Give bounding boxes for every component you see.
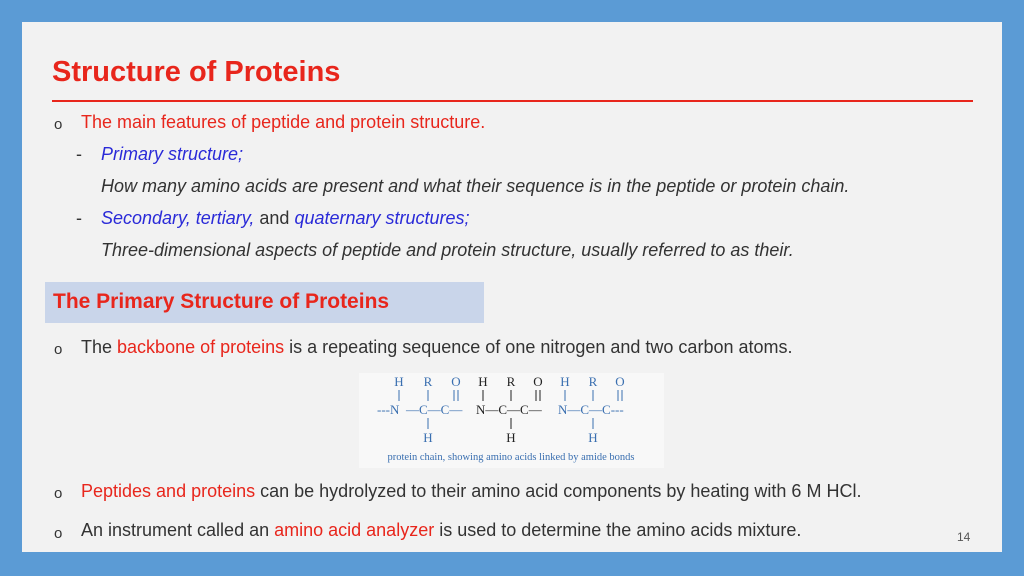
svg-text:N—C—C—: N—C—C—: [476, 402, 542, 417]
svg-text:R: R: [423, 374, 433, 389]
svg-text:N—C—C---: N—C—C---: [558, 402, 624, 417]
secondary-and: and: [254, 208, 295, 228]
hydrolysis-highlight: Peptides and proteins: [81, 481, 256, 501]
protein-chain-figure: [359, 373, 664, 468]
secondary-label-a: Secondary, tertiary,: [101, 208, 255, 228]
figure-caption: protein chain, showing amino acids linked by amide bonds: [387, 452, 635, 463]
bullet-marker: o: [54, 485, 63, 502]
protein-chain-diagram: [359, 373, 664, 468]
primary-structure-description: How many amino acids are present and what their sequence is in the peptide or protein chain.: [101, 176, 850, 196]
page-number: 14: [957, 530, 971, 544]
svg-text:O: O: [615, 374, 625, 389]
title-underline: [52, 100, 973, 102]
dash-marker: -: [76, 208, 82, 228]
svg-text:H: H: [506, 430, 516, 445]
slide-title: Structure of Proteins: [52, 56, 341, 88]
primary-structure-label: Primary structure: [101, 144, 239, 164]
analyzer-pre: An instrument called an: [81, 520, 275, 540]
svg-text:R: R: [506, 374, 516, 389]
backbone-pre: The: [81, 337, 118, 357]
section-heading-box: [45, 282, 484, 323]
svg-text:O: O: [451, 374, 461, 389]
analyzer-sentence: [81, 520, 801, 541]
hydrolysis-post: can be hydrolyzed to their amino acid components by heating with 6 M HCl.: [255, 481, 862, 501]
dash-marker: -: [76, 144, 82, 164]
backbone-highlight: backbone of proteins: [117, 337, 285, 357]
svg-text:—C—C—: —C—C—: [406, 402, 463, 417]
svg-text:O: O: [533, 374, 543, 389]
bullet-marker: o: [54, 116, 63, 133]
svg-text:H: H: [423, 430, 433, 445]
primary-structure-suffix: ;: [238, 144, 244, 164]
svg-text:H: H: [394, 374, 404, 389]
features-heading: The main features of peptide and protein structure.: [81, 112, 486, 132]
analyzer-highlight: amino acid analyzer: [274, 520, 435, 540]
secondary-structure-line: [101, 208, 470, 229]
bullet-marker: o: [54, 525, 63, 542]
slide: [22, 22, 1002, 552]
svg-text:H: H: [478, 374, 488, 389]
hydrolysis-sentence: [81, 481, 861, 502]
backbone-post: is a repeating sequence of one nitrogen and two carbon atoms.: [284, 337, 793, 357]
section-heading: The Primary Structure of Proteins: [53, 290, 390, 313]
svg-text:H: H: [560, 374, 570, 389]
svg-text:R: R: [588, 374, 598, 389]
primary-structure-line: [101, 144, 243, 165]
bullet-marker: o: [54, 341, 63, 358]
analyzer-post: is used to determine the amino acids mixture.: [434, 520, 802, 540]
backbone-sentence: [81, 337, 793, 358]
svg-text:H: H: [588, 430, 598, 445]
svg-text:---N: ---N: [377, 402, 400, 417]
secondary-label-b: quaternary structures;: [294, 208, 470, 228]
secondary-structure-description: Three-dimensional aspects of peptide and protein structure, usually referred to as their.: [101, 240, 794, 260]
